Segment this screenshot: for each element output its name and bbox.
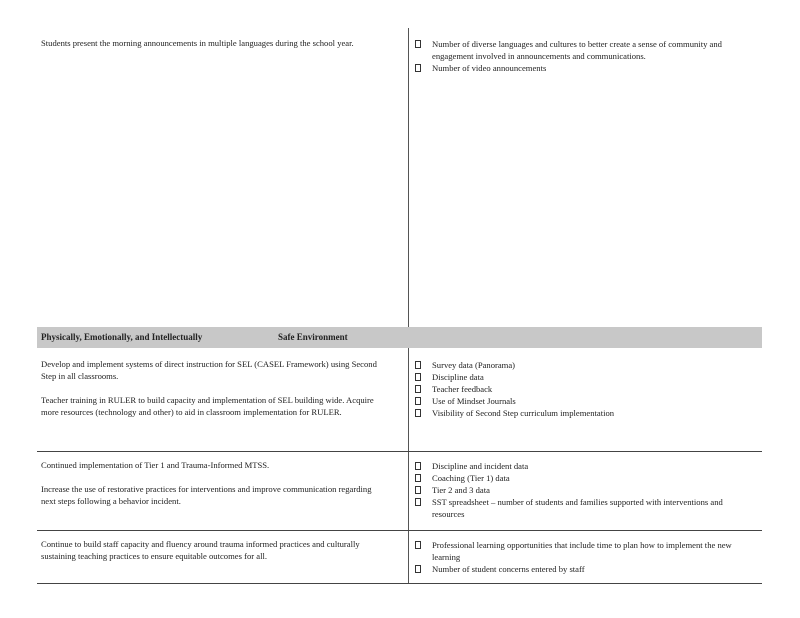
checkbox-bullet-icon: [415, 397, 421, 405]
row-divider: [37, 451, 762, 452]
table-bottom-border: [37, 583, 762, 584]
checkbox-bullet-icon: [415, 541, 421, 549]
row-1-left: Develop and implement systems of direct instruction for SEL (CASEL Framework) using Second Step in all classrooms. Teacher training in RULER to build capacity and implementation of SEL building wide. Acquire more resources (technology and other) to aid in classroom implementation for RULER.: [41, 359, 377, 417]
list-item: Professional learning opportunities that include time to plan how to implement the new learning: [415, 539, 745, 563]
top-row-right: [415, 38, 745, 74]
checkbox-bullet-icon: [415, 385, 421, 393]
checkbox-bullet-icon: [415, 373, 421, 381]
checkbox-bullet-icon: [415, 40, 421, 48]
checkbox-bullet-icon: [415, 474, 421, 482]
row-2-right: [415, 460, 745, 520]
column-divider-top: [408, 28, 409, 327]
top-row-left: [41, 37, 371, 49]
list-item: Number of diverse languages and cultures to better create a sense of community and engagement involved in announcements and communications.: [415, 38, 745, 62]
list-item: SST spreadsheet – number of students and families supported with interventions and resources: [415, 496, 745, 520]
list-item: Visibility of Second Step curriculum implementation: [415, 407, 745, 419]
row-2-left: Continued implementation of Tier 1 and Trauma-Informed MTSS. Increase the use of restorative practices for interventions and improve communication regarding next steps following a behavior incident.: [41, 460, 372, 506]
top-row-left-text: Students present the morning announcements in multiple languages during the school year.: [41, 38, 354, 48]
checkbox-bullet-icon: [415, 486, 421, 494]
checkbox-bullet-icon: [415, 462, 421, 470]
checkbox-bullet-icon: [415, 64, 421, 72]
list-item: Number of student concerns entered by staff: [415, 563, 745, 575]
row-divider: [37, 530, 762, 531]
list-item: Teacher feedback: [415, 383, 745, 395]
checkbox-bullet-icon: [415, 565, 421, 573]
list-item: Discipline data: [415, 371, 745, 383]
section-header: [37, 327, 762, 348]
list-item: Tier 2 and 3 data: [415, 484, 745, 496]
column-divider-bottom: [408, 348, 409, 584]
list-item: Survey data (Panorama): [415, 359, 745, 371]
checkbox-bullet-icon: [415, 498, 421, 506]
list-item: Coaching (Tier 1) data: [415, 472, 745, 484]
section-header-left: Physically, Emotionally, and Intellectually: [41, 332, 203, 342]
section-header-right: Safe Environment: [278, 332, 348, 342]
list-item: Number of video announcements: [415, 62, 745, 74]
checkbox-bullet-icon: [415, 361, 421, 369]
row-3-left: Continue to build staff capacity and fluency around trauma informed practices and culturally sustaining teaching practices to ensure equitable outcomes for all.: [41, 539, 360, 561]
list-item: Discipline and incident data: [415, 460, 745, 472]
checkbox-bullet-icon: [415, 409, 421, 417]
row-1-right: [415, 359, 745, 419]
row-3-right: [415, 539, 745, 575]
list-item: Use of Mindset Journals: [415, 395, 745, 407]
